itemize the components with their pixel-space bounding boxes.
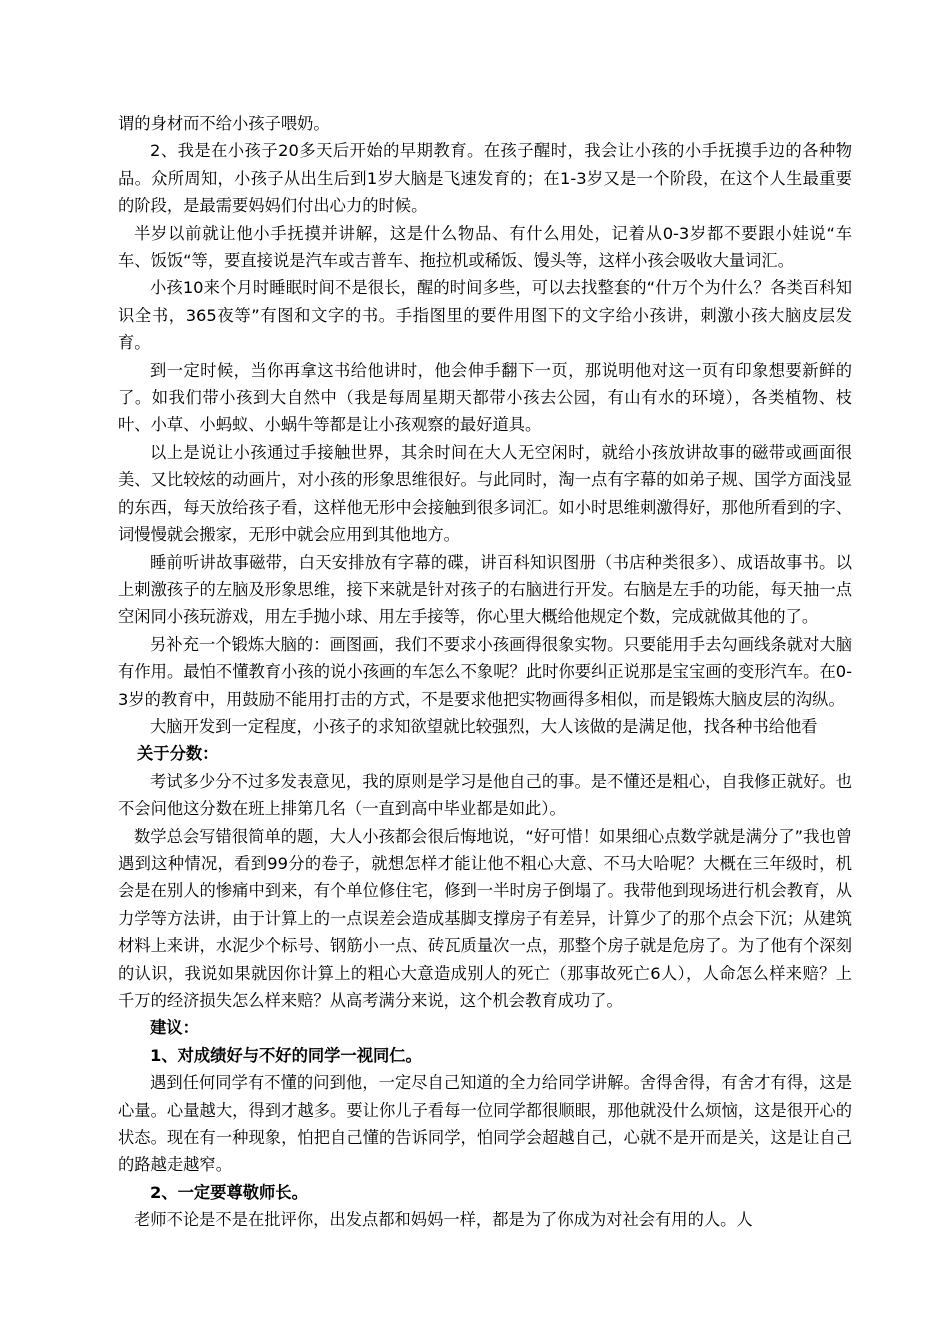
paragraph: 数学总会写错很简单的题，大人小孩都会很后悔地说，“好可惜！如果细心点数学就是满分了”我也曾遇到这种情况，看到99分的卷子，就想怎样才能让他不粗心大意、不马大哈呢？大概在三年级时，机会是在别人的惨痛中到来，有个单位修住宅，修到一半时房子倒塌了。我带他到现场进行机会教育，从力学等方法讲，由于计算上的一点误差会造成基脚支撑房子有差异，计算少了的那个点会下沉；从建筑材料上来讲，水泥少个标号、钢筋小一点、砖瓦质量次一点，那整个房子就是危房了。为了他有个深刻的认识，我说如果就因你计算上的粗心大意造成别人的死亡（那事故死亡6人），人命怎么样来赔？上千万的经济损失怎么样来赔？从高考满分来说，这个机会教育成功了。: [118, 826, 852, 1010]
section-heading: 2、一定要尊敬师长。: [150, 1182, 308, 1202]
section-heading: 建议：: [150, 1018, 199, 1038]
paragraph: 2、我是在小孩子20多天后开始的早期教育。在孩子醒时，我会让小孩的小手抚摸手边的各种物品。众所周知，小孩子从出生后到1岁大脑是飞速发育的；在1-3岁又是一个阶段，在这个人生最重要的阶段，是最需要妈妈们付出心力的时候。: [118, 141, 852, 216]
section-heading: 1、对成绩好与不好的同学一视同仁。: [150, 1045, 422, 1065]
section-heading: 关于分数：: [137, 744, 219, 764]
paragraph: 考试多少分不过多发表意见，我的原则是学习是他自己的事。是不懂还是粗心，自我修正就好。也不会问他这分数在班上排第几名（一直到高中毕业都是如此）。: [118, 771, 852, 819]
paragraph: 谓的身材而不给小孩子喂奶。: [118, 114, 330, 133]
document-page: [118, 110, 852, 1234]
paragraph: 睡前听讲故事磁带，白天安排放有字幕的碟，讲百科知识图册（书店种类很多）、成语故事书。以上刺激孩子的左脑及形象思维，接下来就是针对孩子的右脑进行开发。右脑是左手的功能，每天抽一点空闲同小孩玩游戏，用左手抛小球、用左手接等，你心里大概给他规定个数，完成就做其他的了。: [118, 552, 852, 627]
paragraph: 小孩10来个月时睡眠时间不是很长，醒的时间多些，可以去找整套的“什万个为什么？各类百科知识全书，365夜等”有图和文字的书。手指图里的要件用图下的文字给小孩讲，刺激小孩大脑皮层发育。: [118, 278, 852, 353]
paragraph: 另补充一个锻炼大脑的：画图画，我们不要求小孩画得很象实物。只要能用手去勾画线条就对大脑有作用。最怕不懂教育小孩的说小孩画的车怎么不象呢？此时你要纠正说那是宝宝画的变形汽车。在0-3岁的教育中，用鼓励不能用打击的方式，不是要求他把实物画得多相似，而是锻炼大脑皮层的沟纵。: [118, 634, 852, 709]
paragraph: 遇到任何同学有不懂的问到他，一定尽自己知道的全力给同学讲解。舍得舍得，有舍才有得，这是心量。心量越大，得到才越多。要让你儿子看每一位同学都很顺眼，那他就没什么烦恼，这是很开心的状态。现在有一种现象，怕把自己懂的告诉同学，怕同学会超越自己，心就不是开而是关，这是让自己的路越走越窄。: [118, 1073, 852, 1175]
paragraph: 到一定时候，当你再拿这书给他讲时，他会伸手翻下一页，那说明他对这一页有印象想要新鲜的了。如我们带小孩到大自然中（我是每周星期天都带小孩去公园，有山有水的环境），各类植物、枝叶、小草、小蚂蚁、小蜗牛等都是让小孩观察的最好道具。: [118, 360, 852, 435]
paragraph: 老师不论是不是在批评你，出发点都和妈妈一样，都是为了你成为对社会有用的人。人: [134, 1210, 753, 1230]
paragraph: 以上是说让小孩通过手接触世界，其余时间在大人无空闲时，就给小孩放讲故事的磁带或画面很美、又比较炫的动画片，对小孩的形象思维很好。与此同时，淘一点有字幕的如弟子规、国学方面浅显的东西，每天放给孩子看，这样他无形中会接触到很多词汇。如小时思维刺激得好，那他所看到的字、词慢慢就会搬家，无形中就会应用到其他地方。: [118, 442, 852, 545]
paragraph: 大脑开发到一定程度，小孩子的求知欲望就比较强烈，大人该做的是满足他，找各种书给他看: [150, 716, 818, 736]
paragraph: 半岁以前就让他小手抚摸并讲解，这是什么物品、有什么用处，记着从0-3岁都不要跟小娃说“车车、饭饭“等，要直接说是汽车或吉普车、拖拉机或稀饭、馒头等，这样小孩会吸收大量词汇。: [118, 223, 852, 271]
